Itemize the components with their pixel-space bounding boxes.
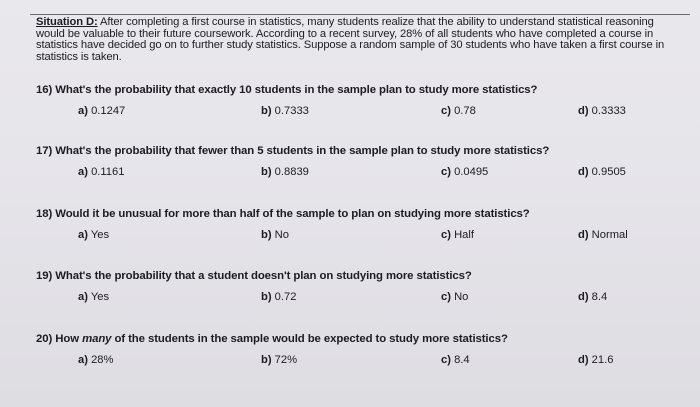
situation-text: After completing a first course in statistics, many students realize that the ability to understand statistical reasoning would be valuable to their future coursework. According to a recent survey, 28% of all students who have completed a course in statistics have decided go on to further study statistics. Suppose a random sample of 30 students who have taken a first course in statistics is taken.: [36, 16, 665, 63]
option-b[interactable]: b) No: [261, 229, 289, 241]
option-d[interactable]: d) 21.6: [578, 354, 614, 366]
option-c[interactable]: c) 0.0495: [441, 166, 489, 178]
situation-label: Situation D:: [36, 16, 98, 28]
question-19-options: [36, 291, 676, 307]
question-16: [36, 84, 676, 121]
question-19: [36, 270, 676, 307]
option-d[interactable]: d) 0.9505: [578, 166, 626, 178]
option-a[interactable]: a) 0.1247: [78, 105, 126, 117]
option-b[interactable]: b) 0.8839: [261, 166, 309, 178]
option-d[interactable]: d) 8.4: [578, 291, 608, 303]
question-18-text: 18) Would it be unusual for more than half of the sample to plan on studying more statistics?: [36, 208, 530, 220]
question-18-options: [36, 229, 676, 245]
option-c[interactable]: c) Half: [441, 229, 474, 241]
question-17-text: 17) What's the probability that fewer than 5 students in the sample plan to study more statistics?: [36, 145, 550, 157]
question-20-text: 20) How many of the students in the sample would be expected to study more statistics?: [36, 333, 508, 345]
option-d[interactable]: d) Normal: [578, 229, 628, 241]
option-a[interactable]: a) 28%: [78, 354, 114, 366]
option-a[interactable]: a) 0.1161: [78, 166, 125, 178]
option-c[interactable]: c) No: [441, 291, 469, 303]
question-18: [36, 208, 676, 245]
top-divider: [30, 14, 690, 15]
option-c[interactable]: c) 8.4: [441, 354, 470, 366]
question-20-options: [36, 354, 676, 370]
question-16-text: 16) What's the probability that exactly 10 students in the sample plan to study more statistics?: [36, 84, 538, 96]
option-a[interactable]: a) Yes: [78, 291, 110, 303]
option-a[interactable]: a) Yes: [78, 229, 110, 241]
question-20: [36, 333, 676, 370]
question-19-text: 19) What's the probability that a student doesn't plan on studying more statistics?: [36, 270, 472, 282]
option-b[interactable]: b) 72%: [261, 354, 298, 366]
option-b[interactable]: b) 0.7333: [261, 105, 309, 117]
option-b[interactable]: b) 0.72: [261, 291, 297, 303]
question-17: [36, 145, 676, 182]
option-c[interactable]: c) 0.78: [441, 105, 476, 117]
situation-paragraph: [36, 17, 676, 63]
option-d[interactable]: d) 0.3333: [578, 105, 626, 117]
question-17-options: [36, 166, 676, 182]
question-16-options: [36, 105, 676, 121]
